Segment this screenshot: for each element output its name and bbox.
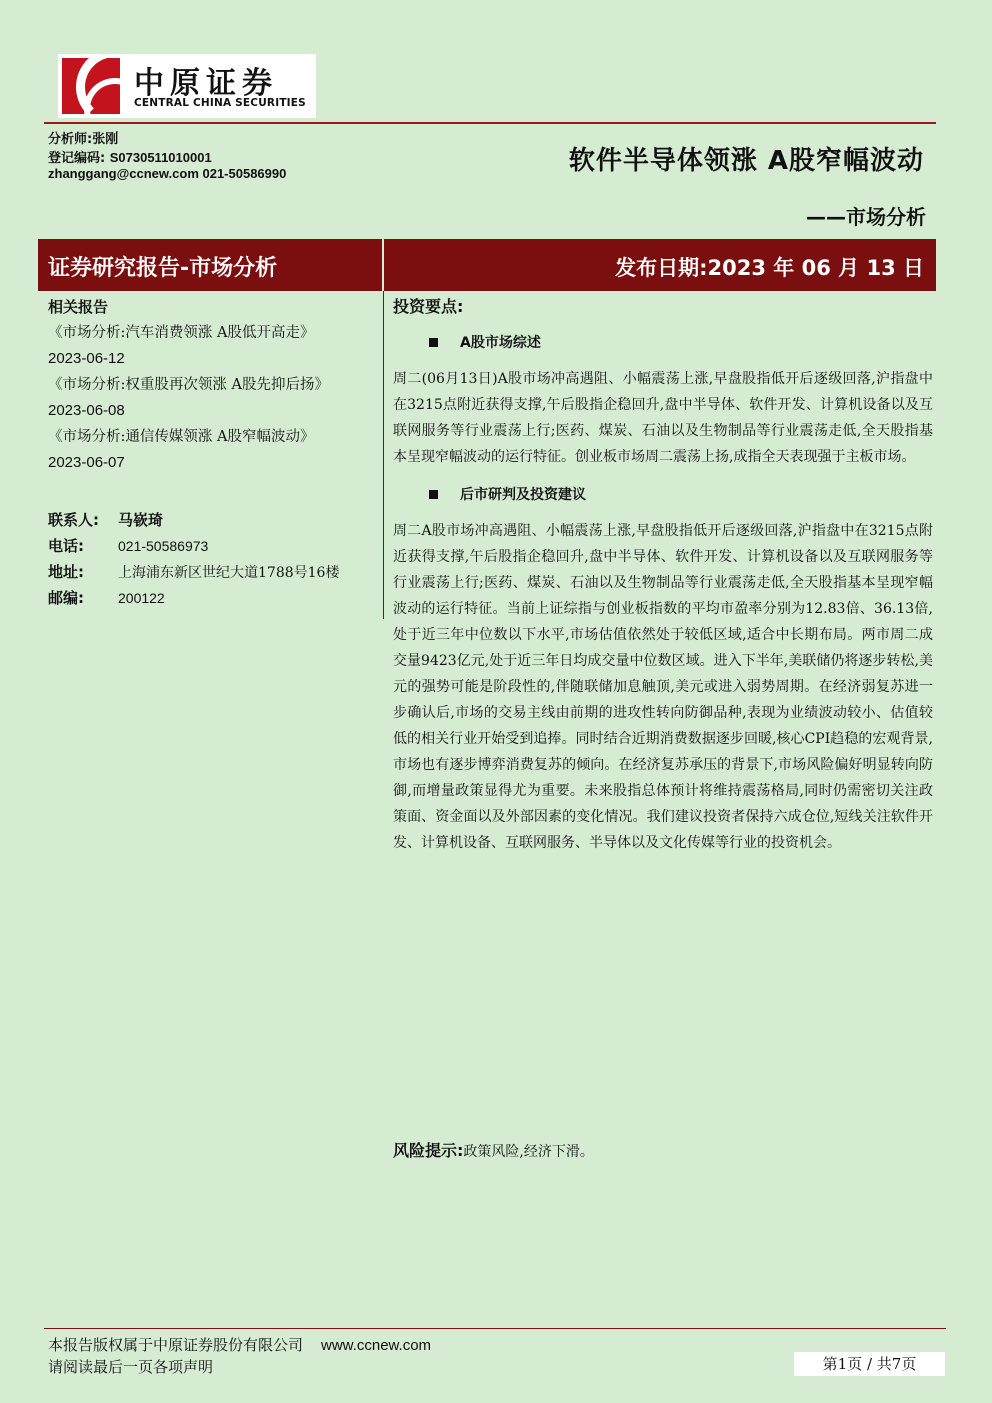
related-reports: [48, 296, 378, 476]
footer-copyright: 本报告版权属于中原证券股份有限公司: [48, 1336, 304, 1354]
report-banner: [38, 239, 936, 291]
analyst-name-row: [48, 128, 118, 147]
section-heading: [393, 332, 933, 356]
square-bullet-icon: [429, 490, 438, 499]
analyst-name: 张刚: [92, 132, 119, 147]
contact-person: 马嵚琦: [118, 511, 164, 529]
contact-phone-label: 电话:: [48, 537, 84, 555]
analyst-reg-code: S0730511010001: [109, 150, 212, 165]
contact-zip-row: [48, 585, 378, 611]
contact-person-label: 联系人:: [48, 511, 99, 529]
related-report-date: 2023-06-07: [48, 454, 125, 471]
logo-name-en: CENTRAL CHINA SECURITIES: [134, 97, 306, 109]
square-bullet-icon: [429, 338, 438, 347]
outlook-paragraph: 周二A股市场冲高遇阻、小幅震荡上涨,早盘股指低开后逐级回落,沪指盘中在3215点附近获得支撑,午后股指企稳回升,盘中半导体、软件开发、计算机设备以及互联网服务等行业震荡上行;医药、煤炭、石油以及生物制品等行业震荡走低,全天股指基本呈现窄幅波动的运行特征。当前上证综指与创业板指数的平均市盈率分别为12.83倍、36.13倍,处于近三年中位数以下水平,市场估值依然处于较低区域,适合中长期布局。两市周二成交量9423亿元,处于近三年日均成交量中位数区域。进入下半年,美联储仍将逐步转松,美元的强势可能是阶段性的,伴随联储加息触顶,美元或进入弱势周期。在经济弱复苏进一步确认后,市场的交易主线由前期的进攻性转向防御品种,表现为业绩波动较小、估值较低的相关行业开始受到追捧。同时结合近期消费数据逐步回暖,核心CPI趋稳的宏观背景,市场也有逐步博弈消费复苏的倾向。在经济复苏承压的背景下,市场风险偏好明显转向防御,而增量政策显得尤为重要。未来股指总体预计将维持震荡格局,同时仍需密切关注政策面、资金面以及外部因素的变化情况。我们建议投资者保持六成仓位,短线关注软件开发、计算机设备、互联网服务、半导体以及文化传媒等行业的投资机会。: [393, 523, 933, 851]
contact-info: [48, 507, 378, 611]
contact-address: 上海浦东新区世纪大道1788号16楼: [118, 565, 340, 581]
market-summary-paragraph: 周二(06月13日)A股市场冲高遇阻、小幅震荡上涨,早盘股指低开后逐级回落,沪指盘中在3215点附近获得支撑,午后股指企稳回升,盘中半导体、软件开发、计算机设备以及互联网服务等行业震荡上行;医药、煤炭、石油以及生物制品等行业震荡走低,全天股指基本呈现窄幅波动的运行特征。创业板市场周二震荡上扬,成指全天表现强于主板市场。: [393, 371, 933, 465]
investment-heading: 投资要点:: [393, 297, 464, 316]
analyst-reg-label: 登记编码:: [48, 151, 106, 166]
report-title: 软件半导体领涨 A股窄幅波动: [568, 146, 924, 176]
analyst-contact: zhanggang@ccnew.com 021-50586990: [48, 166, 287, 181]
publish-date: 发布日期:2023 年 06 月 13 日: [615, 256, 924, 280]
contact-address-label: 地址:: [48, 563, 84, 581]
footer-copyright-row: [48, 1334, 431, 1355]
contact-address-row: [48, 559, 378, 585]
page-indicator: 第1页 / 共7页: [794, 1352, 945, 1376]
analyst-name-label: 分析师:: [48, 132, 93, 147]
contact-zip-label: 邮编:: [48, 589, 84, 607]
investment-highlights: [393, 294, 933, 856]
related-report-title[interactable]: 《市场分析:通信传媒领涨 A股窄幅波动》: [48, 429, 315, 445]
header-rule: [44, 122, 936, 124]
report-subtitle: ——市场分析: [806, 205, 926, 229]
column-divider: [383, 291, 384, 619]
analyst-reg-row: [48, 147, 212, 166]
contact-phone-row: [48, 533, 378, 559]
footer-rule: [44, 1328, 946, 1329]
contact-person-row: [48, 507, 378, 533]
section-title: A股市场综述: [460, 335, 541, 351]
footer-notice: 请阅读最后一页各项声明: [48, 1358, 214, 1376]
related-reports-heading: 相关报告: [48, 298, 109, 316]
risk-warning: [393, 1138, 594, 1161]
contact-phone: 021-50586973: [118, 538, 209, 554]
banner-divider: [382, 239, 384, 291]
footer-url[interactable]: www.ccnew.com: [321, 1337, 432, 1354]
logo-name-cn: 中原证券: [134, 66, 278, 101]
related-report-title[interactable]: 《市场分析:权重股再次领涨 A股先抑后扬》: [48, 377, 329, 393]
related-report-title[interactable]: 《市场分析:汽车消费领涨 A股低开高走》: [48, 325, 315, 341]
section-heading: [393, 484, 933, 508]
related-report-date: 2023-06-08: [48, 402, 125, 419]
company-logo: [58, 54, 316, 118]
logo-mark-icon: [62, 58, 120, 114]
banner-category: 证券研究报告-市场分析: [48, 256, 278, 281]
related-report-date: 2023-06-12: [48, 350, 125, 367]
section-title: 后市研判及投资建议: [460, 487, 586, 503]
contact-zip: 200122: [118, 590, 165, 606]
risk-label: 风险提示:: [393, 1141, 464, 1160]
risk-text: 政策风险,经济下滑。: [463, 1144, 594, 1160]
